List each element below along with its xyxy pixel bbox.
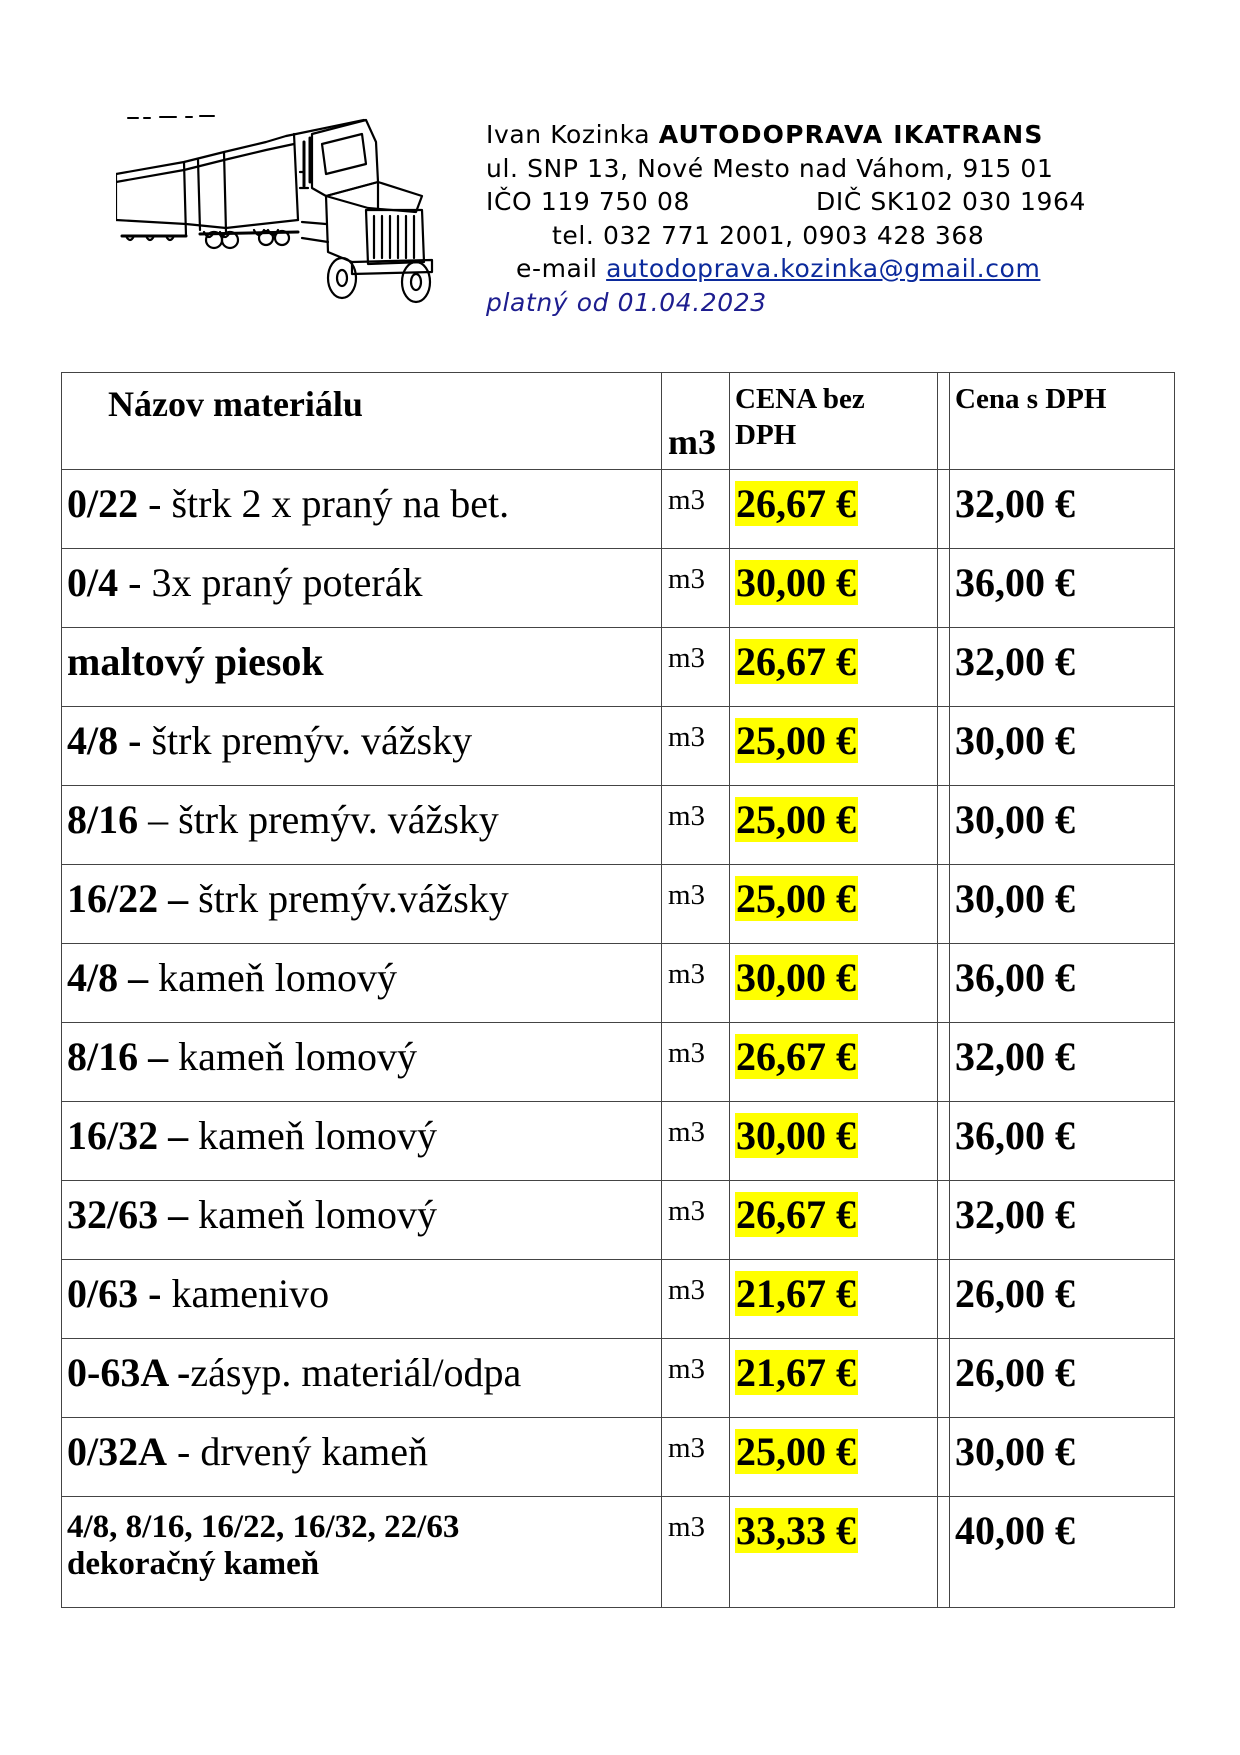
unit-cell: m3 [662, 786, 730, 865]
material-code: 16/22 – [67, 876, 189, 921]
table-header-row [62, 373, 1175, 470]
material-desc: štrk premýv.vážsky [188, 876, 509, 921]
column-header-unit: m3 [662, 373, 730, 470]
gross-price: 36,00 € [950, 944, 1175, 1023]
email-label: e-mail [516, 254, 598, 283]
material-desc: kamenivo [161, 1271, 330, 1316]
spacer-cell [938, 865, 950, 944]
material-desc: kameň lomový [168, 1034, 417, 1079]
spacer-cell [938, 1023, 950, 1102]
net-price: 26,67 € [736, 639, 856, 684]
address: ul. SNP 13, Nové Mesto nad Váhom, 915 01 [486, 153, 1054, 183]
spacer-cell [938, 470, 950, 549]
net-price: 21,67 € [736, 1350, 856, 1395]
net-price-cell [730, 707, 938, 786]
table-row [62, 1181, 1175, 1260]
material-name [62, 1023, 662, 1102]
price-table [61, 372, 1175, 1608]
material-code: 0/4 [67, 560, 119, 605]
net-price-cell [730, 1260, 938, 1339]
table-row [62, 1023, 1175, 1102]
spacer-cell [938, 549, 950, 628]
net-price-cell [730, 1339, 938, 1418]
unit-cell: m3 [662, 1497, 730, 1608]
material-desc: - drvený kameň [167, 1429, 429, 1474]
net-header-line2: DPH [735, 419, 797, 451]
material-name [62, 1418, 662, 1497]
table-row [62, 865, 1175, 944]
spacer-cell [938, 707, 950, 786]
unit-cell: m3 [662, 865, 730, 944]
net-price: 25,00 € [736, 718, 856, 763]
column-header-gross-price: Cena s DPH [950, 373, 1175, 470]
table-row [62, 1260, 1175, 1339]
company-name: AUTODOPRAVA IKATRANS [658, 120, 1044, 149]
material-desc: kameň lomový [148, 955, 397, 1000]
net-price-cell [730, 786, 938, 865]
unit-cell: m3 [662, 1023, 730, 1102]
gross-price: 30,00 € [950, 865, 1175, 944]
gross-price: 36,00 € [950, 549, 1175, 628]
phone-numbers: tel. 032 771 2001, 0903 428 368 [552, 220, 985, 250]
gross-price: 30,00 € [950, 707, 1175, 786]
material-sizes: 4/8, 8/16, 16/22, 16/32, 22/63 [67, 1509, 460, 1545]
owner-name: Ivan Kozinka [486, 120, 651, 149]
material-name [62, 628, 662, 707]
unit-cell: m3 [662, 1260, 730, 1339]
material-name [62, 1497, 662, 1608]
material-desc: – štrk premýv. vážsky [138, 797, 499, 842]
material-code: 0-63A - [67, 1350, 191, 1395]
gross-price: 32,00 € [950, 1023, 1175, 1102]
table-row [62, 549, 1175, 628]
net-price-cell [730, 628, 938, 707]
spacer-cell [938, 1260, 950, 1339]
net-price: 26,67 € [736, 481, 856, 526]
unit-cell: m3 [662, 1181, 730, 1260]
material-code: 8/16 [67, 797, 139, 842]
table-row [62, 628, 1175, 707]
gross-price: 32,00 € [950, 1181, 1175, 1260]
net-price: 26,67 € [736, 1034, 856, 1079]
material-name [62, 549, 662, 628]
material-name [62, 470, 662, 549]
material-desc: - 3x praný poterák [118, 560, 423, 605]
material-code: 0/63 - [67, 1271, 162, 1316]
tax-ids [486, 185, 1126, 219]
table-row [62, 470, 1175, 549]
spacer-cell [938, 1102, 950, 1181]
truck-logo-icon [116, 112, 488, 308]
material-code: 0/22 [67, 481, 139, 526]
gross-price: 26,00 € [950, 1339, 1175, 1418]
spacer-cell [938, 786, 950, 865]
spacer-cell [938, 1181, 950, 1260]
material-name [62, 944, 662, 1023]
net-price: 30,00 € [736, 560, 856, 605]
material-name [62, 865, 662, 944]
dic-number: DIČ SK102 030 1964 [816, 187, 1087, 216]
net-price-cell [730, 1023, 938, 1102]
valid-from: platný od 01.04.2023 [486, 287, 767, 317]
material-desc: kameň lomový [188, 1192, 437, 1237]
unit-cell: m3 [662, 944, 730, 1023]
table-row [62, 786, 1175, 865]
gross-price: 36,00 € [950, 1102, 1175, 1181]
material-name [62, 1339, 662, 1418]
net-price-cell [730, 1497, 938, 1608]
column-header-net-price [730, 373, 938, 470]
table-row [62, 1339, 1175, 1418]
material-name [62, 1102, 662, 1181]
material-name [62, 1181, 662, 1260]
unit-cell: m3 [662, 549, 730, 628]
net-price-cell [730, 1102, 938, 1181]
net-price: 26,67 € [736, 1192, 856, 1237]
gross-price: 26,00 € [950, 1260, 1175, 1339]
net-price-cell [730, 1418, 938, 1497]
material-desc: dekoračný kameň [67, 1546, 320, 1582]
spacer-cell [938, 1418, 950, 1497]
net-price: 25,00 € [736, 876, 856, 921]
table-row [62, 1418, 1175, 1497]
material-name [62, 1260, 662, 1339]
net-price-cell [730, 549, 938, 628]
material-name [62, 786, 662, 865]
material-code: 32/63 – [67, 1192, 189, 1237]
table-row [62, 944, 1175, 1023]
net-price: 30,00 € [736, 1113, 856, 1158]
table-row [62, 1497, 1175, 1608]
ico-number: IČO 119 750 08 [486, 187, 690, 216]
net-header-line1: CENA bez [735, 383, 865, 415]
net-price: 33,33 € [736, 1508, 856, 1553]
net-price-cell [730, 865, 938, 944]
net-price: 30,00 € [736, 955, 856, 1000]
spacer-cell [938, 628, 950, 707]
unit-cell: m3 [662, 707, 730, 786]
material-desc: kameň lomový [188, 1113, 437, 1158]
material-name [62, 707, 662, 786]
unit-cell: m3 [662, 1339, 730, 1418]
material-code: maltový piesok [67, 639, 324, 684]
email-link[interactable]: autodoprava.kozinka@gmail.com [606, 254, 1041, 283]
unit-cell: m3 [662, 1102, 730, 1181]
material-desc: štrk premýv. vážsky [141, 718, 473, 763]
email-line [486, 252, 1126, 286]
table-row [62, 1102, 1175, 1181]
spacer-cell [938, 944, 950, 1023]
unit-cell: m3 [662, 470, 730, 549]
company-line [486, 118, 1126, 152]
unit-cell: m3 [662, 628, 730, 707]
material-code: 4/8 – [67, 955, 149, 1000]
spacer-cell [938, 1339, 950, 1418]
net-price-cell [730, 944, 938, 1023]
net-price: 21,67 € [736, 1271, 856, 1316]
material-code: 16/32 – [67, 1113, 189, 1158]
net-price: 25,00 € [736, 1429, 856, 1474]
gross-price: 32,00 € [950, 628, 1175, 707]
material-desc: zásyp. materiál/odpa [190, 1350, 522, 1395]
net-price-cell [730, 470, 938, 549]
net-price-cell [730, 1181, 938, 1260]
company-header [486, 118, 1126, 319]
unit-cell: m3 [662, 1418, 730, 1497]
material-code: 0/32A [67, 1429, 167, 1474]
gross-price: 30,00 € [950, 1418, 1175, 1497]
spacer-cell [938, 373, 950, 470]
material-code: 8/16 – [67, 1034, 169, 1079]
net-price: 25,00 € [736, 797, 856, 842]
gross-price: 30,00 € [950, 786, 1175, 865]
material-desc: - štrk 2 x praný na bet. [138, 481, 510, 526]
column-header-name: Názov materiálu [62, 373, 662, 470]
table-row [62, 707, 1175, 786]
spacer-cell [938, 1497, 950, 1608]
material-code: 4/8 - [67, 718, 142, 763]
gross-price: 32,00 € [950, 470, 1175, 549]
gross-price: 40,00 € [950, 1497, 1175, 1608]
